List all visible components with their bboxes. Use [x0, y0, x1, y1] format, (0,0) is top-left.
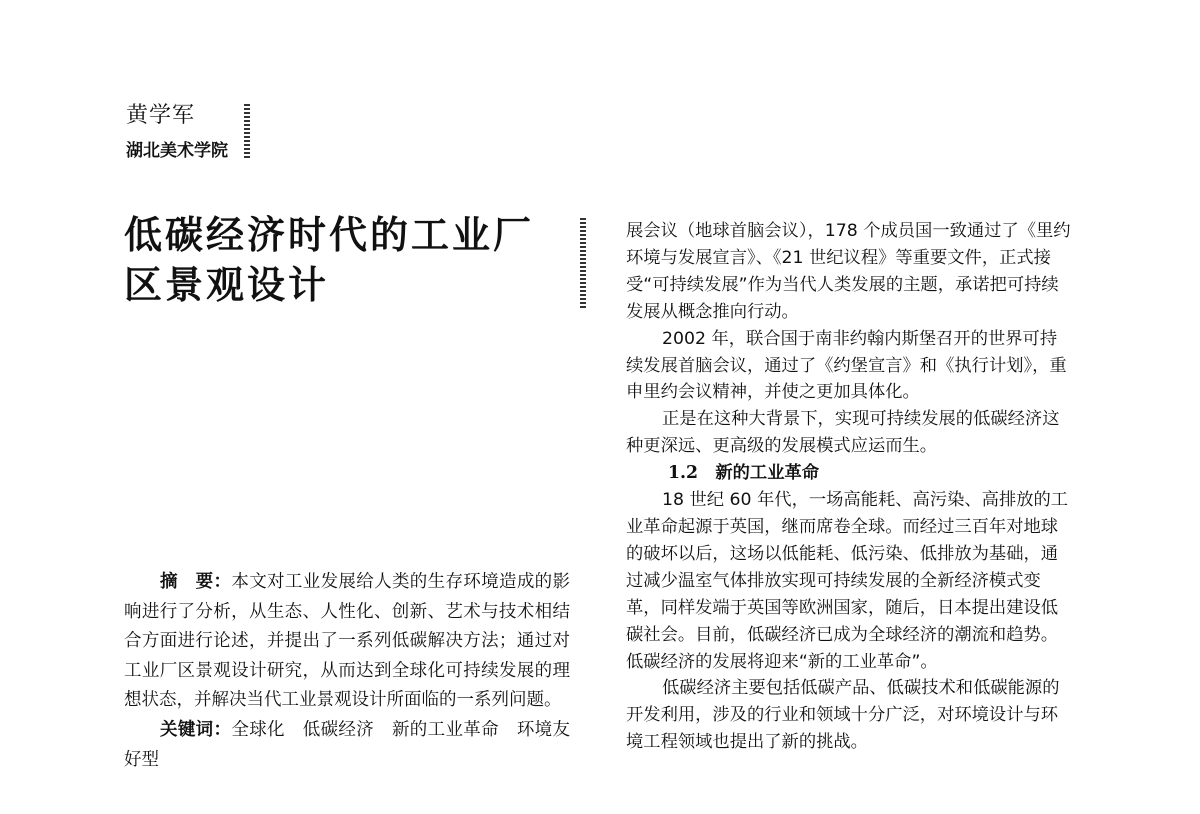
abstract-paragraph	[124, 568, 570, 716]
vertical-margin-mark	[244, 104, 250, 158]
abstract-block	[124, 568, 570, 775]
keywords-label: 关键词：	[160, 719, 232, 740]
body-paragraph: 正是在这种大背景下，实现可持续发展的低碳经济这种更深远、更高级的发展模式应运而生。	[626, 409, 1060, 457]
section-heading: 1.2 新的工业革命	[668, 463, 820, 484]
body-paragraph: 展会议（地球首脑会议），178 个成员国一致通过了《里约环境与发展宣言》、《21 世纪议程》等重要文件，正式接受“可持续发展”作为当代人类发展的主题，承诺把可持续发展从概念推向行动。	[626, 221, 1071, 322]
body-column	[626, 218, 1072, 814]
title-line-1: 低碳经济时代的工业厂	[124, 213, 535, 257]
author-name: 黄学军	[126, 103, 196, 128]
body-paragraph: 18 世纪 60 年代，一场高能耗、高污染、高排放的工业革命起源于英国，继而席卷全球。而经过三百年对地球的破坏以后，这场以低能耗、低污染、低排放为基础，通过减少温室气体排放实现可持续发展的全新经济模式变革，同样发端于英国等欧洲国家，随后，日本提出建设低碳社会。目前，低碳经济已成为全球经济的潮流和趋势。低碳经济的发展将迎来“新的工业革命”。	[626, 490, 1069, 672]
abstract-text: 本文对工业发展给人类的生存环境造成的影响进行了分析，从生态、人性化、创新、艺术与技术相结合方面进行论述，并提出了一系列低碳解决方法；通过对工业厂区景观设计研究，从而达到全球化可持续发展的理想状态，并解决当代工业景观设计所面临的一系列问题。	[124, 572, 571, 711]
keywords-paragraph	[124, 716, 570, 775]
body-paragraph: 2002 年，联合国于南非约翰内斯堡召开的世界可持续发展首脑会议，通过了《约堡宣言》和《执行计划》，重申里约会议精神，并使之更加具体化。	[626, 328, 1067, 403]
author-affiliation: 湖北美术学院	[126, 141, 228, 161]
abstract-label: 摘 要：	[160, 572, 232, 592]
body-paragraph: 低碳经济主要包括低碳产品、低碳技术和低碳能源的开发利用，涉及的行业和领域十分广泛，对环境设计与环境工程领域也提出了新的挑战。	[626, 678, 1060, 753]
vertical-margin-mark	[580, 218, 586, 310]
title-line-2: 区景观设计	[124, 263, 330, 307]
article-title	[124, 210, 574, 310]
keywords-text: 全球化 低碳经济 新的工业革命 环境友好型	[124, 719, 571, 770]
